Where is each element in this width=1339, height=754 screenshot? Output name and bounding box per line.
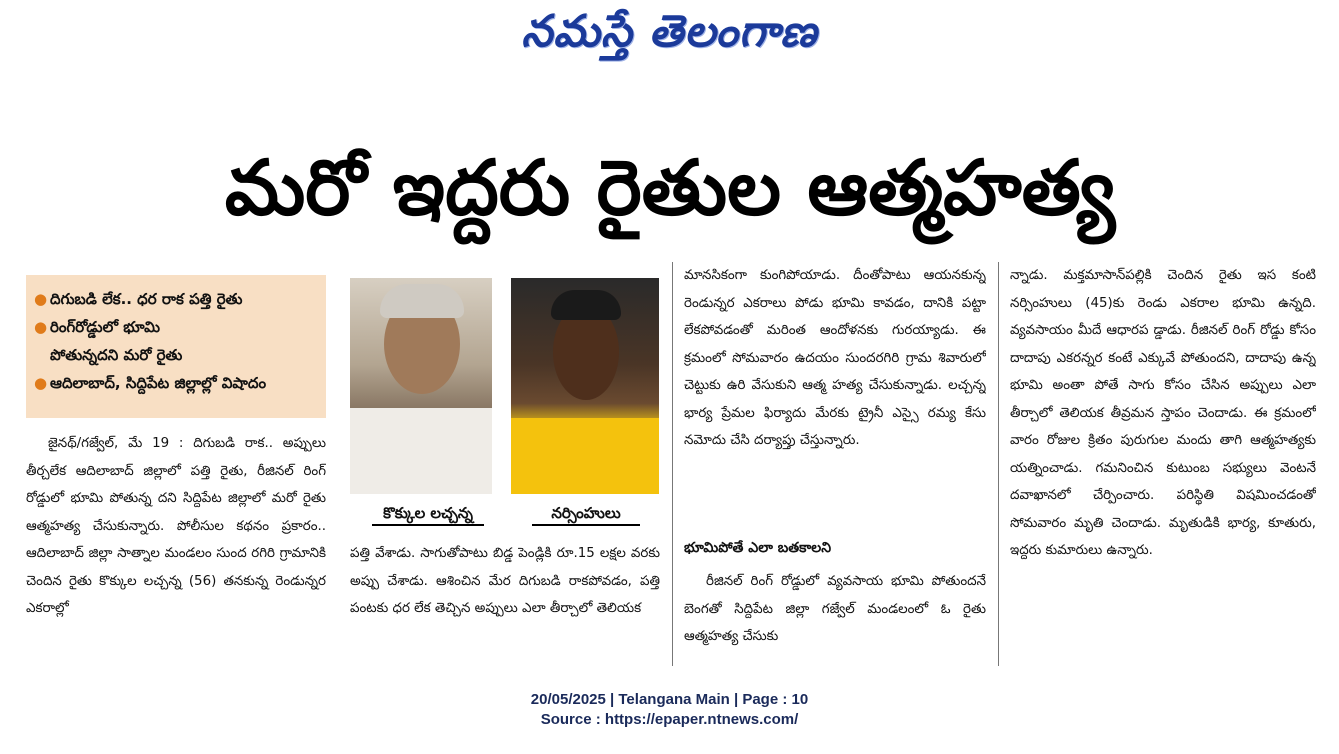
photo-hair xyxy=(551,290,621,320)
highlight-item xyxy=(34,369,318,397)
article-paragraph: రీజినల్ రింగ్ రోడ్డులో వ్యవసాయ భూమి పోతుందనే బెంగతో సిద్దిపేట జిల్లా గజ్వేల్ మండలంలో ఓ రైతు ఆత్మహత్య చేసుకు xyxy=(684,574,986,644)
bullet-icon: ● xyxy=(34,318,48,336)
article-paragraph: మానసికంగా కుంగిపోయాడు. దీంతోపాటు ఆయనకున్న రెండున్నర ఎకరాలు పోడు భూమి కావడం, దానికి పట్టా లేకపోవడంతో మరింత ఆందోళనకు గురయ్యాడు. ఈ క్రమంలో సోమవారం ఉదయం సుందరగిరి గ్రామ శివారులో చెట్టుకు ఉరి వేసుకుని ఆత్మ హత్య చేసుకున్నాడు. లచ్చన్న భార్య ప్రేమల ఫిర్యాదు మేరకు ట్రైనీ ఎస్సై రమ్య కేసు నమోదు చేసి దర్యాప్తు చేస్తున్నారు. xyxy=(684,268,986,448)
article-subheading: భూమిపోతే ఎలా బతకాలని xyxy=(684,540,832,556)
highlights-box xyxy=(26,275,326,418)
highlight-item xyxy=(34,285,318,313)
photo-lachanna xyxy=(350,278,492,494)
bullet-icon: ● xyxy=(34,374,48,392)
highlight-item-continuation xyxy=(34,341,318,369)
photo-caption: నర్సింహులు xyxy=(532,502,640,526)
article-column-2 xyxy=(350,540,660,666)
masthead xyxy=(0,4,1339,70)
photo-shirt xyxy=(511,418,659,494)
article-paragraph: న్నాడు. మక్తమాసాన్‌పల్లికి చెందిన రైతు ఇస కంటి నర్సింహులు (45)కు రెండు ఎకరాల భూమి ఉన్నది. వ్యవసాయం మీదే ఆధారప డ్డాడు. రీజినల్ రింగ్ రోడ్డు కోసం దాదాపు ఎకరన్నర కంటే ఎక్కువే పోతుందని, దాదాపు ఉన్న భూమి అంతా పోతే సాగు కోసం చేసిన అప్పులు ఎలా తీర్చాలో తెలియక తీవ్రమన స్తాపం చెందాడు. ఈ క్రమంలో వారం రోజుల క్రితం పురుగుల మందు తాగి ఆత్మహత్యకు యత్నించాడు. గమనించిన కుటుంబ సభ్యులు వెంటనే దవాఖానలో చేర్పించారు. పరిస్థితి విషమించడంతో సోమవారం మృతి చెందాడు. మృతుడికి భార్య, కూతురు, ఇద్దరు కుమారులు ఉన్నారు. xyxy=(1010,268,1316,558)
article-column-3 xyxy=(684,262,986,524)
footer xyxy=(0,690,1339,730)
photo-narsimhulu xyxy=(511,278,659,494)
footer-date-page: 20/05/2025 | Telangana Main | Page : 10 xyxy=(530,691,809,708)
article-paragraph: పత్తి వేశాడు. సాగుతోపాటు బిడ్డ పెండ్లికి రూ.15 లక్షల వరకు అప్పు చేశాడు. ఆశించిన మేర దిగుబడి రాకపోవడం, పత్తి పంటకు ధర లేక తెచ్చిన అప్పులు ఎలా తీర్చాలో తెలియక xyxy=(350,546,660,616)
photo-shirt xyxy=(350,408,492,494)
photo-hair xyxy=(380,284,464,318)
highlight-item xyxy=(34,313,318,341)
article-column-4 xyxy=(1010,262,1316,662)
highlight-text: పోతున్నదని మరో రైతు xyxy=(50,346,183,364)
article-column-3b xyxy=(684,568,986,666)
column-divider xyxy=(998,262,999,666)
highlight-text: దిగుబడి లేక.. ధర రాక పత్తి రైతు xyxy=(50,290,243,308)
masthead-logo: నమస్తే తెలంగాణ xyxy=(521,6,818,57)
headline: మరో ఇద్దరు రైతుల ఆత్మహత్య xyxy=(224,143,1116,232)
article-column-1 xyxy=(26,430,326,666)
highlight-text: రింగ్‌రోడ్డులో భూమి xyxy=(50,318,160,336)
highlight-text: ఆదిలాబాద్, సిద్దిపేట జిల్లాల్లో విషాదం xyxy=(50,374,267,392)
column-divider xyxy=(672,262,673,666)
photo-caption: కొక్కుల లచ్చన్న xyxy=(372,502,484,526)
bullet-icon: ● xyxy=(34,290,48,308)
article-paragraph: జైనథ్/గజ్వేల్, మే 19 : దిగుబడి రాక.. అప్పులు తీర్చలేక ఆదిలాబాద్ జిల్లాలో పత్తి రైతు, రీజినల్ రింగ్ రోడ్డులో భూమి పోతున్న దని సిద్దిపేట జిల్లాలో మరో రైతు ఆత్మహత్య చేసుకున్నారు. పోలీసుల కథనం ప్రకారం.. ఆదిలాబాద్ జిల్లా సాత్నాల మండలం సుంద రగిరి గ్రామానికి చెందిన రైతు కొక్కుల లచ్చన్న (56) తనకున్న రెండున్నర ఎకరాల్లో xyxy=(26,436,326,616)
footer-source: Source : https://epaper.ntnews.com/ xyxy=(540,711,799,728)
